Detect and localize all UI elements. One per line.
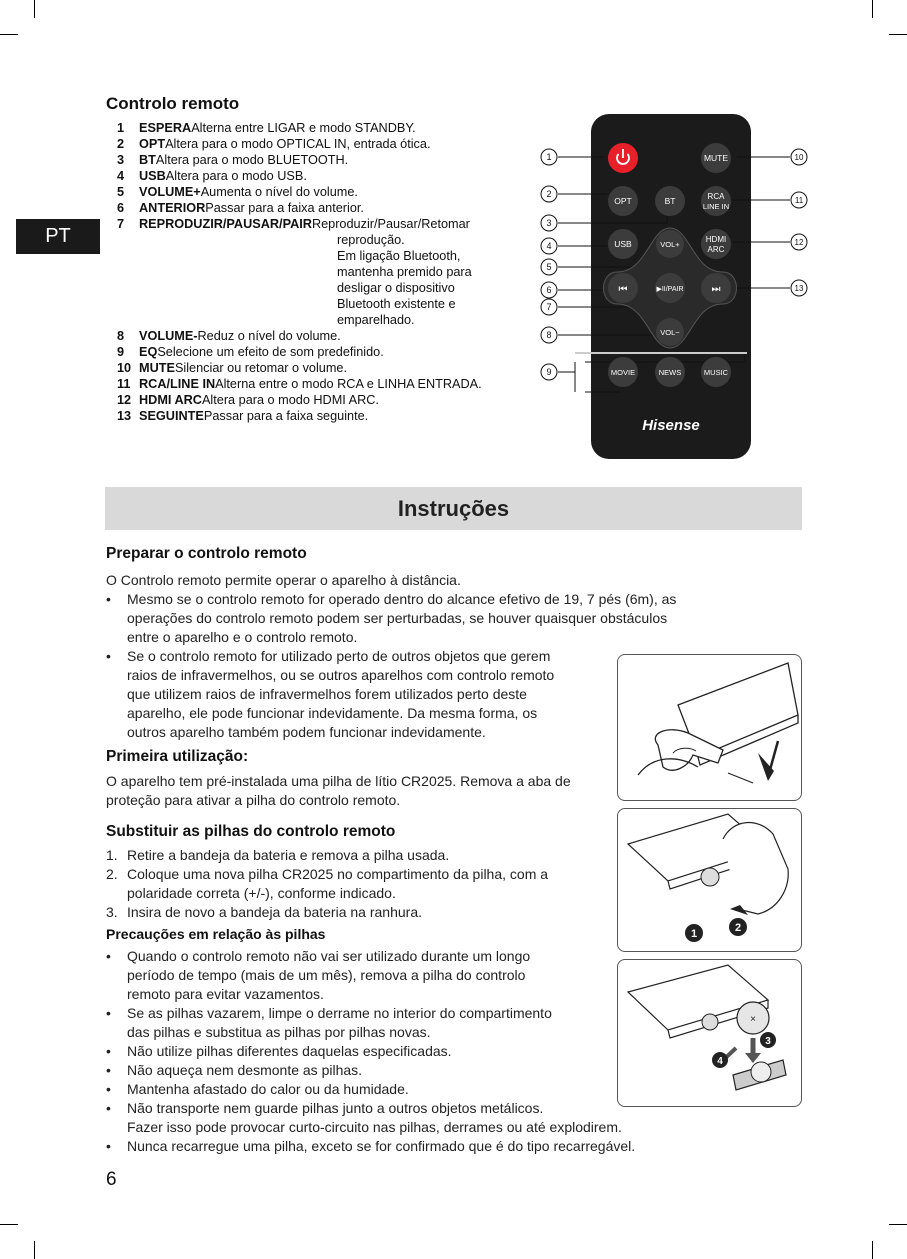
text-line: entre o aparelho e o controlo remoto. — [127, 629, 358, 645]
text-line: • Se as pilhas vazarem, limpe o derrame no interior do compartimento — [127, 1005, 552, 1021]
crop-mark — [0, 34, 18, 35]
callout-6-label: 6 — [546, 285, 552, 295]
instructions-banner: Instruções — [105, 487, 802, 530]
precautions-list — [106, 947, 635, 1156]
pull-tab-illustration — [617, 654, 802, 801]
list-item: 1. Retire a bandeja da bateria e remova a pilha usada. — [106, 846, 548, 865]
list-item: 2. Coloque uma nova pilha CR2025 no compartimento da pilha, com a polaridade correta (+/-), conforme indicado. — [106, 866, 549, 901]
crop-mark — [889, 34, 907, 35]
callout-4-label: 4 — [546, 241, 552, 251]
list-item: 9 EQ Selecione um efeito de som predefinido. — [117, 345, 384, 359]
text-line: aparelho, ele pode funcionar indevidamente. Da mesma forma, os — [127, 705, 538, 721]
play-pair-label: ▶II/PAIR — [656, 286, 684, 293]
text-line: remoto para evitar vazamentos. — [127, 986, 324, 1002]
battery-symbol: × — [750, 1014, 756, 1025]
precautions-title: Precauções em relação às pilhas — [106, 926, 326, 942]
prep-title: Preparar o controlo remoto — [106, 545, 307, 562]
callout-7-label: 7 — [546, 302, 552, 312]
list-item: 7 REPRODUZIR/PAUSAR/PAIR Reproduzir/Pausar/Retomar — [117, 217, 470, 231]
list-item: 3. Insira de novo a bandeja da bateria na ranhura. — [106, 903, 548, 922]
list-item — [106, 1080, 635, 1099]
opt-label: OPT — [614, 196, 632, 206]
language-tab: PT — [16, 219, 100, 254]
text-line: polaridade correta (+/-), conforme indicado. — [127, 885, 396, 901]
text-line: raios de infravermelhos, ou se outros aparelhos com controlo remoto — [127, 667, 555, 683]
news-label: NEWS — [658, 368, 682, 377]
list-item: 13 SEGUINTE Passar para a faixa seguinte. — [117, 409, 369, 423]
prep-intro: O Controlo remoto permite operar o aparelho à distância. — [106, 572, 461, 588]
text-line: que utilizem raios de infravermelhos forem utilizados perto deste — [127, 686, 527, 702]
next-icon: ⏭ — [711, 284, 721, 295]
text-line: Coloque uma nova pilha CR2025 no compartimento da pilha, com a — [127, 866, 549, 882]
hdmi-label: HDMI — [705, 235, 727, 244]
brand-logo: Hisense — [642, 417, 700, 434]
list-item: 2 OPT Altera para o modo OPTICAL IN, entrada ótica. — [117, 137, 431, 151]
page-number: 6 — [106, 1169, 117, 1190]
step-3-label: 3 — [765, 1036, 771, 1047]
callout-5-label: 5 — [546, 262, 552, 272]
remove-tray-drawing — [618, 809, 801, 951]
list-item — [106, 1042, 635, 1061]
step-2-label: 2 — [734, 922, 742, 934]
crop-mark — [0, 1224, 18, 1225]
bt-label: BT — [664, 196, 676, 206]
replace-steps — [106, 846, 548, 922]
list-item: 10 MUTE Silenciar ou retomar o volume. — [117, 361, 348, 375]
text-line: período de tempo (mais de um mês), remova a pilha do controlo — [127, 967, 526, 983]
list-item — [106, 1137, 635, 1156]
text-line: Fazer isso pode provocar curto-circuito nas pilhas, derrames ou até explodirem. — [127, 1119, 622, 1135]
list-item — [106, 947, 635, 1004]
replace-title: Substituir as pilhas do controlo remoto — [106, 823, 396, 840]
crop-mark — [872, 1241, 873, 1259]
hdmi-arc-button[interactable] — [701, 229, 731, 259]
mute-label: MUTE — [703, 153, 729, 163]
remote-control-illustration — [525, 110, 825, 465]
arrow-icon — [745, 1053, 761, 1063]
text-line: • Se o controlo remoto for utilizado perto de outros objetos que gerem — [127, 648, 551, 664]
step-1-label: 1 — [690, 928, 698, 940]
line-in-label: LINE IN — [702, 202, 730, 211]
crop-mark — [34, 1241, 35, 1259]
callout-2-label: 2 — [546, 189, 552, 199]
callout-1-label: 1 — [546, 152, 552, 162]
usb-label: USB — [614, 239, 632, 249]
list-item: 12 HDMI ARC Altera para o modo HDMI ARC. — [117, 393, 379, 407]
remove-tray-illustration — [617, 808, 802, 952]
remote-control-list — [117, 120, 482, 424]
list-item — [106, 1004, 635, 1042]
remote-section-title: Controlo remoto — [106, 94, 240, 113]
rca-line-in-button[interactable] — [701, 186, 731, 216]
list-item: 3 BT Altera para o modo BLUETOOTH. — [117, 153, 349, 167]
crop-mark — [872, 0, 873, 18]
item7-continuation: emparelhado. — [337, 313, 415, 327]
rca-label: RCA — [707, 192, 725, 201]
item7-continuation: Bluetooth existente e — [337, 297, 456, 311]
side-bracket — [575, 352, 747, 354]
list-item: 6 ANTERIOR Passar para a faixa anterior. — [117, 201, 364, 215]
crop-mark — [34, 0, 35, 18]
first-use-body — [106, 772, 571, 810]
text-line: • Mesmo se o controlo remoto for operado dentro do alcance efetivo de 19, 7 pés (6m), as — [127, 591, 677, 607]
prep-bullet-1 — [106, 590, 726, 647]
text-line: • Nunca recarregue uma pilha, exceto se for confirmado que é do tipo recarregável. — [127, 1138, 636, 1154]
list-item: 5 VOLUME+ Aumenta o nível do volume. — [117, 185, 358, 199]
text-line: das pilhas e substitua as pilhas por pilhas novas. — [127, 1024, 431, 1040]
list-item: 11 RCA/LINE IN Alterna entre o modo RCA e LINHA ENTRADA. — [117, 377, 482, 391]
text-line: O aparelho tem pré-instalada uma pilha de lítio CR2025. Remova a aba de — [106, 773, 571, 789]
text-line: operações do controlo remoto podem ser perturbadas, se houver quaisquer obstáculos — [127, 610, 668, 626]
list-item: 4 USB Altera para o modo USB. — [117, 169, 307, 183]
vol-minus-label: VOL− — [660, 328, 680, 337]
insert-battery-drawing — [618, 960, 801, 1106]
text-line: proteção para ativar a pilha do controlo remoto. — [106, 792, 401, 808]
arc-label: ARC — [707, 245, 725, 254]
step-4-label: 4 — [717, 1056, 723, 1067]
item7-continuation: Em ligação Bluetooth, — [337, 249, 461, 263]
movie-label: MOVIE — [610, 368, 636, 377]
crop-mark — [889, 1224, 907, 1225]
callout-10-label: 10 — [794, 153, 804, 162]
text-line: Insira de novo a bandeja da bateria na ranhura. — [127, 904, 422, 920]
list-item — [106, 1099, 635, 1137]
insert-battery-illustration — [617, 959, 802, 1107]
callout-11-label: 11 — [794, 196, 804, 205]
vol-plus-label: VOL+ — [660, 240, 680, 249]
list-item: 1 ESPERA Alterna entre LIGAR e modo STANDBY. — [117, 121, 416, 135]
item7-continuation: desligar o dispositivo — [337, 281, 455, 295]
callout-3-label: 3 — [546, 218, 552, 228]
pull-tab-drawing — [618, 655, 801, 800]
callout-8-label: 8 — [546, 330, 552, 340]
text-line: • Mantenha afastado do calor ou da humidade. — [127, 1081, 409, 1097]
text-line: • Não transporte nem guarde pilhas junto a outros objetos metálicos. — [127, 1100, 544, 1116]
first-use-title: Primeira utilização: — [106, 748, 249, 765]
callout-13-label: 13 — [794, 284, 804, 293]
callout-12-label: 12 — [794, 238, 804, 247]
text-line: Retire a bandeja da bateria e remova a pilha usada. — [127, 847, 450, 863]
prev-icon: ⏮ — [618, 284, 628, 295]
item7-continuation: mantenha premido para — [337, 265, 472, 279]
text-line: outros aparelho também podem funcionar indevidamente. — [127, 724, 486, 740]
list-item: 8 VOLUME- Reduz o nível do volume. — [117, 329, 341, 343]
callout-9-label: 9 — [546, 367, 552, 377]
list-item — [106, 1061, 635, 1080]
text-line: • Não aqueça nem desmonte as pilhas. — [127, 1062, 363, 1078]
item7-continuation: reprodução. — [337, 233, 405, 247]
text-line: • Quando o controlo remoto não vai ser utilizado durante um longo — [127, 948, 531, 964]
text-line: • Não utilize pilhas diferentes daquelas especificadas. — [127, 1043, 452, 1059]
music-label: MUSIC — [703, 368, 729, 377]
